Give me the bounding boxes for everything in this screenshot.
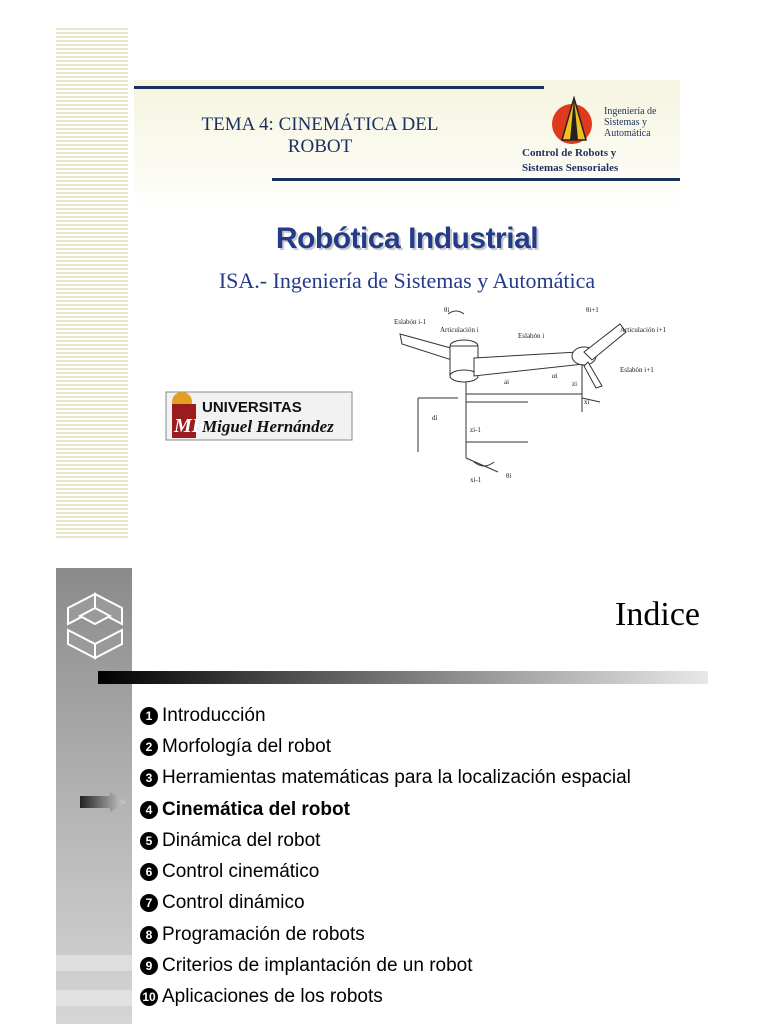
toc-item-active [140, 794, 740, 825]
number-badge-icon: 3 [140, 769, 158, 787]
number-badge-icon: 8 [140, 926, 158, 944]
number-badge-icon: 10 [140, 988, 158, 1006]
toc-item-label: Morfología del robot [162, 735, 331, 757]
label-theta-i1: θi+1 [586, 306, 599, 314]
number-badge-icon: 6 [140, 863, 158, 881]
label-z-i: zi [572, 380, 578, 388]
label-articulacion-i1: Articulación i+1 [620, 326, 667, 334]
label-x-im1: xi-1 [470, 476, 482, 484]
label-a-i: ai [504, 378, 510, 386]
label-eslabon-i1: Eslabón i+1 [620, 366, 654, 374]
toc-item [140, 825, 740, 856]
toc-item-label: Criterios de implantación de un robot [162, 955, 473, 977]
department-name [604, 106, 684, 139]
course-line1: Control de Robots y [522, 147, 617, 159]
header-rule-bottom [272, 178, 680, 181]
topic-title-line2: ROBOT [287, 136, 353, 157]
toc-item [140, 856, 740, 887]
toc-item [140, 888, 740, 919]
toc-item-label: Control cinemático [162, 861, 320, 883]
index-heading: Indice [615, 596, 700, 633]
current-item-arrow-icon [80, 792, 128, 812]
label-d-i: di [432, 414, 438, 422]
toc-item [140, 763, 740, 794]
label-eslabon-i: Eslabón i [518, 332, 545, 340]
department-line3: Automática [604, 128, 651, 139]
toc-item-label: Cinemática del robot [162, 798, 350, 820]
table-of-contents [140, 700, 740, 1013]
robot-link-diagram [388, 302, 686, 490]
toc-item [140, 919, 740, 950]
course-name [522, 146, 662, 176]
header-rule-top [134, 86, 544, 89]
university-line1: UNIVERSITAS [202, 399, 302, 416]
toc-item-label: Control dinámico [162, 892, 305, 914]
slide-title: Robótica Industrial [275, 222, 539, 255]
toc-item [140, 982, 740, 1013]
label-alpha-i: αi [552, 372, 558, 380]
university-line2: Miguel Hernández [202, 417, 334, 436]
course-line2: Sistemas Sensoriales [522, 162, 619, 174]
number-badge-icon: 5 [140, 832, 158, 850]
number-badge-icon: 4 [140, 801, 158, 819]
heading-rule [98, 671, 708, 684]
sidebar-band [56, 990, 132, 1006]
cube-logo-icon [60, 590, 130, 662]
topic-title [170, 114, 470, 158]
label-theta-i-bottom: θi [506, 472, 512, 480]
slide-subtitle: ISA.- Ingeniería de Sistemas y Automática [218, 268, 596, 293]
toc-item-label: Programación de robots [162, 923, 365, 945]
label-eslabon-im1: Eslabón i-1 [394, 318, 427, 326]
label-z-im1: zi-1 [470, 426, 481, 434]
label-theta-i: θi [444, 306, 450, 314]
toc-item [140, 950, 740, 981]
department-line1: Ingeniería de [604, 106, 657, 117]
number-badge-icon: 9 [140, 957, 158, 975]
decorative-stripes [56, 28, 128, 538]
isa-logo-icon [548, 96, 600, 146]
label-articulacion-i: Articulación i [440, 326, 479, 334]
toc-item-label: Dinámica del robot [162, 829, 321, 851]
department-line2: Sistemas y [604, 117, 648, 128]
umh-monogram: MH [174, 415, 208, 437]
toc-item [140, 700, 740, 731]
toc-item [140, 731, 740, 762]
sidebar-band [56, 955, 132, 971]
university-logo [164, 388, 354, 444]
label-x-i: xi [584, 398, 590, 406]
number-badge-icon: 1 [140, 707, 158, 725]
toc-item-label: Introducción [162, 704, 266, 726]
number-badge-icon: 7 [140, 894, 158, 912]
number-badge-icon: 2 [140, 738, 158, 756]
topic-title-line1: TEMA 4: CINEMÁTICA DEL [201, 114, 439, 135]
toc-item-label: Aplicaciones de los robots [162, 986, 383, 1008]
toc-item-label: Herramientas matemáticas para la localización espacial [162, 767, 631, 789]
